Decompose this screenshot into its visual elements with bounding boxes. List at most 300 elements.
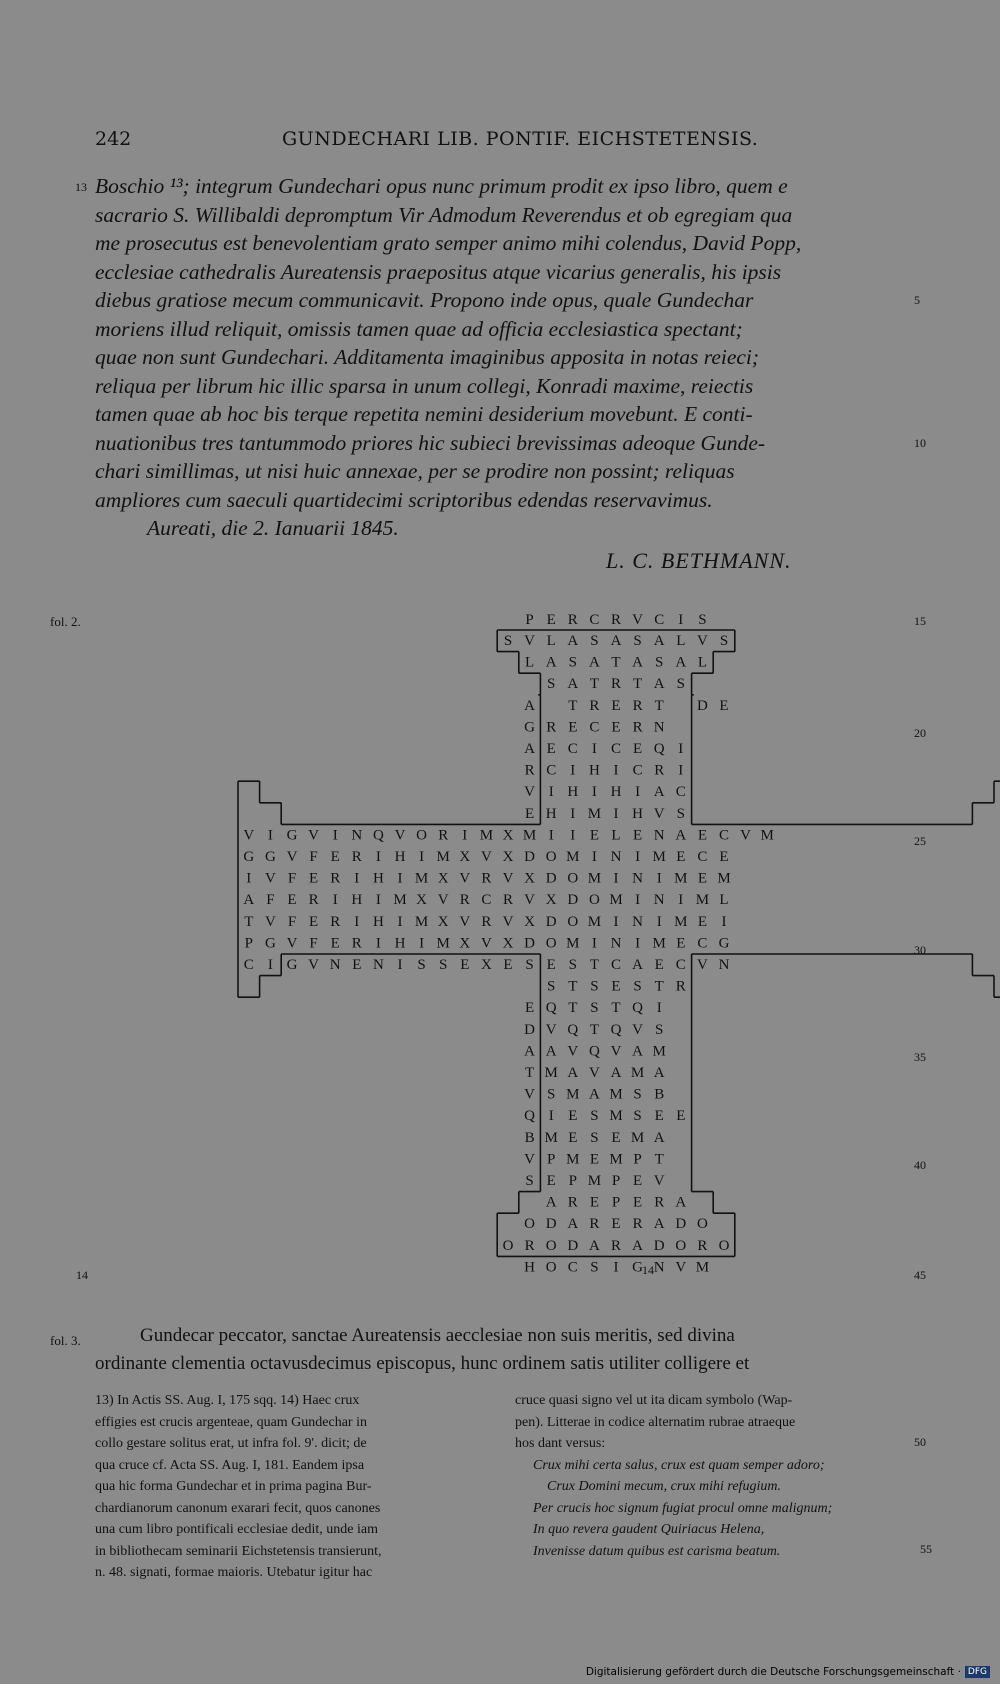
cross-letter: M <box>566 1086 580 1103</box>
cross-letter: I <box>246 870 252 887</box>
cross-letter: D <box>524 849 536 865</box>
footnote-line: collo gestare solitus erat, ut infra fol. 9'. dicit; de <box>95 1436 367 1451</box>
cross-letter: M <box>717 870 731 887</box>
cross-letter: I <box>267 957 273 973</box>
cross-bottom-letter: S <box>590 1259 599 1276</box>
cross-letter: R <box>546 719 557 736</box>
cross-letter: T <box>525 1065 535 1081</box>
cross-letter: I <box>375 892 381 909</box>
line-number-35: 35 <box>914 1050 926 1064</box>
cross-letter: G <box>524 719 536 736</box>
cross-letter: M <box>674 913 688 930</box>
cross-letter: O <box>696 1216 708 1233</box>
cross-letter: N <box>372 957 384 973</box>
cross-letter: I <box>332 892 338 909</box>
cross-letter: V <box>286 935 298 952</box>
intro-line: chari simillimas, ut nisi huic annexae, per se prodire non possint; reliquas <box>95 459 735 483</box>
cross-top-letter: I <box>678 612 684 628</box>
cross-bottom-letter: G <box>632 1259 644 1276</box>
cross-letter: M <box>609 1108 623 1125</box>
cross-letter: X <box>545 892 557 909</box>
cross-letter: N <box>632 870 644 887</box>
cross-letter: I <box>548 784 554 801</box>
verse-line: Per crucis hoc signum fugiat procul omne malignum; <box>533 1500 833 1516</box>
cross-letter: X <box>502 849 514 865</box>
cross-letter: E <box>676 849 686 865</box>
footnote-line: chardianorum canonum exarari fecit, quos canones <box>95 1500 381 1516</box>
cross-letter: V <box>502 913 514 930</box>
cross-letter: E <box>568 1108 578 1125</box>
cross-letter: L <box>546 633 556 649</box>
cross-letter: V <box>524 633 536 649</box>
footnote-line: n. 48. signati, formae maioris. Utebatur igitur hac <box>95 1565 373 1580</box>
cross-letter: D <box>653 1237 665 1254</box>
cross-letter: V <box>567 1043 579 1060</box>
cross-letter: A <box>567 633 579 649</box>
cross-letter: O <box>567 913 579 930</box>
cross-letter: V <box>243 827 255 844</box>
cross-letter: M <box>652 1043 666 1060</box>
intro-line: sacrario S. Willibaldi depromptum Vir Admodum Reverendus et ob egregiam qua <box>95 202 793 227</box>
cross-letter: I <box>570 762 576 779</box>
footnote-line: una cum libro pontificali ecclesiae dedit, unde iam <box>95 1522 379 1537</box>
cross-letter: N <box>351 827 363 844</box>
cross-letter: O <box>416 827 428 844</box>
cross-letter: S <box>633 633 642 649</box>
cross-letter: O <box>588 892 600 909</box>
cross-bottom-letter: V <box>675 1259 687 1276</box>
cross-letter: R <box>351 849 362 865</box>
cross-letter: P <box>244 935 253 952</box>
cross-bottom-letter: C <box>567 1259 578 1276</box>
cross-letter: N <box>653 719 665 736</box>
cross-letter: E <box>330 935 340 952</box>
cross-letter: S <box>525 957 534 973</box>
cross-letter: I <box>397 913 403 930</box>
cross-letter: Q <box>372 827 384 844</box>
cross-letter: R <box>308 892 319 909</box>
cross-letter: I <box>462 827 468 844</box>
footnote-line: pen). Litterae in codice alternatim rubrae atraeque <box>515 1414 796 1430</box>
cross-letter: V <box>632 1021 644 1038</box>
cross-bottom-letter: O <box>545 1259 557 1276</box>
cross-letter: M <box>587 1173 602 1189</box>
margin-note-13: 13 <box>75 180 87 194</box>
cross-letter: O <box>675 1237 687 1254</box>
cross-letter: B <box>654 1086 665 1103</box>
cross-letter: R <box>589 1216 600 1233</box>
cross-letter: S <box>590 1129 599 1146</box>
cross-letter: V <box>264 870 276 887</box>
cross-letter: A <box>524 697 536 714</box>
cross-letter: E <box>460 957 470 973</box>
cross-letter: M <box>479 827 494 844</box>
cross-letter: X <box>416 892 428 909</box>
cross-letter: Q <box>588 1043 600 1060</box>
intro-line: moriens illud reliquit, omissis tamen quae ad officia ecclesiastica spectant; <box>95 316 743 341</box>
main-text-line: Gundecar peccator, sanctae Aureatensis aecclesiae non suis meritis, sed divina <box>140 1325 735 1346</box>
footnote-ref-14: 14 <box>642 1263 654 1277</box>
cross-letter: M <box>609 892 623 909</box>
cross-letter: R <box>481 870 492 887</box>
cross-letter: I <box>570 827 576 844</box>
cross-letter: M <box>522 827 537 844</box>
cross-letter: C <box>632 762 643 779</box>
cross-letter: I <box>397 870 403 887</box>
cross-letter: R <box>610 1237 622 1254</box>
cross-letter: I <box>419 849 425 865</box>
cross-letter: S <box>503 633 513 649</box>
cross-letter: I <box>656 1000 662 1017</box>
cross-letter: F <box>309 849 318 865</box>
cross-letter: A <box>610 1065 622 1081</box>
cross-letter: I <box>678 741 684 757</box>
cross-letter: Q <box>653 741 665 757</box>
line-number-15: 15 <box>914 614 926 628</box>
cross-letter: I <box>548 827 554 844</box>
cross-letter: C <box>675 784 686 801</box>
cross-letter: O <box>545 935 557 952</box>
cross-letter: H <box>588 762 600 779</box>
cross-letter: A <box>588 654 600 671</box>
cross-letter: D <box>524 935 536 952</box>
cross-letter: Q <box>610 1021 622 1038</box>
cross-letter: F <box>287 913 297 930</box>
cross-letter: D <box>567 892 579 909</box>
cross-letter: I <box>613 805 619 822</box>
cross-letter: M <box>587 870 602 887</box>
cross-letter: R <box>567 1194 578 1211</box>
cross-letter: G <box>718 935 730 952</box>
cross-letter: T <box>654 1151 664 1168</box>
cross-top-letter: V <box>632 612 644 628</box>
cross-letter: H <box>632 805 644 822</box>
cross-letter: M <box>609 1086 623 1103</box>
cross-letter: I <box>635 935 641 952</box>
cross-letter: A <box>545 654 557 671</box>
intro-line: quae non sunt Gundechari. Additamenta imaginibus apposita in notas reieci; <box>95 345 760 369</box>
cross-letter: Q <box>524 1108 536 1125</box>
cross-letter: C <box>546 762 557 779</box>
cross-letter: I <box>678 892 684 909</box>
cross-letter: E <box>633 827 643 844</box>
line-number-25: 25 <box>914 834 926 848</box>
cross-bottom-letter: I <box>613 1259 619 1276</box>
cross-letter: V <box>308 957 320 973</box>
cross-letter: X <box>459 849 471 865</box>
cross-letter: E <box>611 1129 621 1146</box>
credit-text: Digitalisierung gefördert durch die Deutsche Forschungsgemeinschaft · <box>585 1666 961 1678</box>
cross-letter: P <box>547 1151 556 1168</box>
cross-letter: D <box>675 1216 687 1233</box>
cross-letter: E <box>330 849 340 865</box>
cross-letter: A <box>567 676 579 693</box>
verse-line: Crux Domini mecum, crux mihi refugium. <box>547 1479 781 1494</box>
cross-letter: I <box>635 849 641 865</box>
cross-letter: E <box>309 913 319 930</box>
cross-letter: E <box>611 697 621 714</box>
cross-letter: X <box>480 957 492 973</box>
cross-letter: M <box>436 849 450 865</box>
cross-letter: M <box>566 849 580 865</box>
verse-line: In quo revera gaudent Quiriacus Helena, <box>533 1522 765 1537</box>
cross-letter: X <box>502 935 514 952</box>
cross-letter: R <box>438 827 449 844</box>
cross-letter: E <box>697 870 707 887</box>
cross-letter: E <box>309 870 319 887</box>
margin-note-14: 14 <box>76 1268 88 1282</box>
cross-letter: O <box>524 1216 536 1233</box>
footnote-line: qua cruce cf. Acta SS. Aug. I, 181. Eandem ipsa <box>95 1457 365 1473</box>
cross-letter: V <box>610 1043 622 1060</box>
cross-letter: I <box>375 935 381 952</box>
cross-letter: V <box>696 957 708 973</box>
cross-letter: A <box>610 633 622 649</box>
cross-letter: Q <box>545 1000 557 1017</box>
cross-letter: E <box>697 913 707 930</box>
cross-letter: S <box>590 1000 599 1017</box>
running-title: GUNDECHARI LIB. PONTIF. EICHSTETENSIS. <box>282 128 759 150</box>
cross-letter: R <box>654 1194 665 1211</box>
cross-letter: E <box>589 827 599 844</box>
cross-letter: G <box>264 849 276 865</box>
cross-letter: I <box>591 784 597 801</box>
cross-letter: R <box>351 935 362 952</box>
cross-letter: S <box>676 676 685 693</box>
cross-letter: T <box>568 1000 578 1017</box>
cross-letter: M <box>630 1129 645 1146</box>
cross-letter: N <box>718 957 730 973</box>
cross-letter: I <box>678 762 684 779</box>
cross-letter: E <box>633 1173 643 1189</box>
cross-letter: A <box>675 654 687 671</box>
cross-letter: A <box>632 1043 644 1060</box>
cross-letter: E <box>352 957 362 973</box>
cross-letter: V <box>502 870 514 887</box>
cross-letter: D <box>524 1021 536 1038</box>
cross-letter: I <box>613 913 619 930</box>
cross-letter: M <box>695 892 710 909</box>
cross-letter: G <box>286 957 298 973</box>
cross-letter: S <box>525 1173 534 1189</box>
cross-letter: M <box>393 892 407 909</box>
cross-letter: D <box>567 1237 579 1254</box>
cross-letter: C <box>675 957 686 973</box>
cross-letter: S <box>568 654 577 671</box>
intro-paragraph <box>95 172 910 543</box>
cross-letter: E <box>676 935 686 952</box>
footnote-line: cruce quasi signo vel ut ita dicam symbolo (Wap- <box>515 1393 793 1408</box>
cross-letter: L <box>525 654 535 671</box>
cross-letter: A <box>653 1216 665 1233</box>
cross-letter: I <box>354 913 360 930</box>
intro-line: diebus gratiose mecum communicavit. Propono inde opus, quale Gundechar <box>95 288 754 312</box>
cross-letter: V <box>696 633 708 649</box>
cross-letter: P <box>633 1151 642 1168</box>
cross-letter: N <box>329 957 341 973</box>
cross-letter: R <box>654 762 665 779</box>
cross-letter: T <box>589 676 599 693</box>
main-text <box>95 1322 910 1378</box>
cross-letter: A <box>632 654 644 671</box>
cross-letter: S <box>439 957 448 973</box>
cross-letter: R <box>459 892 470 909</box>
cross-letter: H <box>610 784 622 801</box>
footnotes-right-column <box>515 1390 910 1562</box>
cross-letter: O <box>502 1237 514 1254</box>
cross-letter: H <box>394 849 406 865</box>
cross-letter: G <box>264 935 276 952</box>
cross-letter: R <box>330 913 341 930</box>
digitization-credit <box>586 1666 990 1678</box>
cross-letter: A <box>653 676 665 693</box>
cross-letter: O <box>567 870 579 887</box>
cross-letter: C <box>697 849 708 865</box>
cross-letter: V <box>524 784 536 801</box>
cross-letter: M <box>587 805 602 822</box>
cross-letter: C <box>567 741 578 757</box>
cross-letter: C <box>697 935 708 952</box>
line-number-50: 50 <box>914 1435 926 1449</box>
cross-letter: R <box>675 978 686 995</box>
cross-top-letter: S <box>698 612 707 628</box>
cross-letter: C <box>718 827 730 844</box>
cross-letter: E <box>546 1173 556 1189</box>
cross-letter: E <box>719 697 729 714</box>
verse-line: Crux mihi certa salus, crux est quam semper adoro; <box>533 1457 825 1473</box>
cross-letter: I <box>635 784 641 801</box>
cross-letter: H <box>394 935 406 952</box>
cross-letter: I <box>591 741 597 757</box>
cross-letter: F <box>309 935 318 952</box>
line-number-20: 20 <box>914 726 926 740</box>
cross-letter: E <box>546 957 556 973</box>
cross-letter: S <box>676 805 685 822</box>
cross-letter: N <box>632 913 644 930</box>
cross-letter: H <box>372 913 384 930</box>
cross-letter: R <box>502 892 514 909</box>
cross-letter: V <box>524 1086 536 1103</box>
line-number-40: 40 <box>914 1158 926 1172</box>
cross-letter: E <box>654 1108 664 1125</box>
cross-letter: T <box>633 676 643 693</box>
cross-letter: E <box>287 892 297 909</box>
cross-letter: R <box>589 697 600 714</box>
cross-top-letter: R <box>567 612 578 628</box>
line-number-5: 5 <box>914 293 920 307</box>
line-number-10: 10 <box>914 436 926 450</box>
cross-letter: A <box>632 1237 644 1254</box>
cross-letter: E <box>633 1194 643 1211</box>
cross-letter: V <box>653 1173 665 1189</box>
cross-letter: E <box>568 1129 578 1146</box>
cross-letter: M <box>630 1065 645 1081</box>
footnote-line: 13) In Actis SS. Aug. I, 175 sqq. 14) Haec crux <box>95 1393 360 1408</box>
line-number-55: 55 <box>920 1542 932 1556</box>
cross-letter: E <box>611 719 621 736</box>
cross-letter: T <box>589 957 599 973</box>
cross-letter: R <box>632 719 643 736</box>
cross-letter: I <box>591 935 597 952</box>
cross-top-letter: P <box>525 612 534 628</box>
cross-letter: A <box>675 827 687 844</box>
cross-letter: M <box>652 935 666 952</box>
cross-letter: A <box>588 1086 600 1103</box>
cross-letter: Q <box>632 1000 644 1017</box>
cross-bottom-letter: H <box>524 1259 536 1276</box>
cross-letter: I <box>548 1108 554 1125</box>
cross-letter: I <box>375 849 381 865</box>
cross-letter: D <box>545 870 557 887</box>
cross-top-letter: C <box>589 612 600 628</box>
cross-letter: I <box>332 827 338 844</box>
cross-letter: E <box>697 827 707 844</box>
cross-letter: T <box>611 654 621 671</box>
cross-letter: S <box>547 676 556 693</box>
cross-letter: V <box>459 913 471 930</box>
cross-letter: R <box>610 676 622 693</box>
cross-letter: P <box>568 1173 577 1189</box>
intro-line: reliqua per librum hic illic sparsa in unum collegi, Konradi maxime, reiectis <box>95 373 754 398</box>
cross-letter: N <box>653 892 665 909</box>
cross-letter: L <box>611 827 621 844</box>
cross-letter: D <box>545 913 557 930</box>
cross-letter: V <box>459 870 471 887</box>
cross-letter: I <box>656 913 662 930</box>
cross-letter: I <box>721 913 727 930</box>
cross-letter: R <box>481 913 492 930</box>
cross-letter: M <box>566 1151 580 1168</box>
cross-letter: O <box>545 1237 557 1254</box>
cross-letter: S <box>633 1108 642 1125</box>
cross-letter: E <box>525 805 535 822</box>
cross-letter: A <box>675 1194 687 1211</box>
cross-top-letter: R <box>610 612 622 628</box>
cross-letter: E <box>611 1216 621 1233</box>
cross-letter: V <box>524 892 536 909</box>
cross-letter: X <box>437 870 449 887</box>
cross-letter: M <box>609 1151 623 1168</box>
cross-letter: T <box>654 697 664 714</box>
cross-letter: A <box>567 1065 579 1081</box>
cross-letter: V <box>740 827 752 844</box>
cross-letter: I <box>354 870 360 887</box>
cross-letter: S <box>633 978 642 995</box>
cross-letter: S <box>547 978 556 995</box>
verse-line: Invenisse datum quibus est carisma beatum. <box>533 1543 781 1559</box>
cross-letter: M <box>544 1065 558 1081</box>
cross-letter: R <box>330 870 341 887</box>
cross-letter: M <box>587 913 602 930</box>
cross-letter: C <box>610 957 622 973</box>
cross-letter: H <box>545 805 557 822</box>
letter-cross <box>0 600 1000 1300</box>
line-number-45: 45 <box>914 1268 926 1282</box>
cross-letter: V <box>653 805 665 822</box>
signature: L. C. BETHMANN. <box>606 548 792 573</box>
cross-letter: I <box>419 935 425 952</box>
cross-letter: E <box>589 1151 599 1168</box>
cross-letter: A <box>567 1216 579 1233</box>
cross-letter: L <box>697 654 707 671</box>
cross-letter: G <box>243 849 255 865</box>
cross-letter: E <box>525 1000 535 1017</box>
cross-letter: S <box>417 957 426 973</box>
cross-letter: M <box>652 849 666 865</box>
cross-letter: R <box>697 1237 708 1254</box>
cross-letter: T <box>654 978 664 995</box>
footnote-line: in bibliothecam seminarii Eichstetensis transierunt, <box>95 1543 382 1559</box>
